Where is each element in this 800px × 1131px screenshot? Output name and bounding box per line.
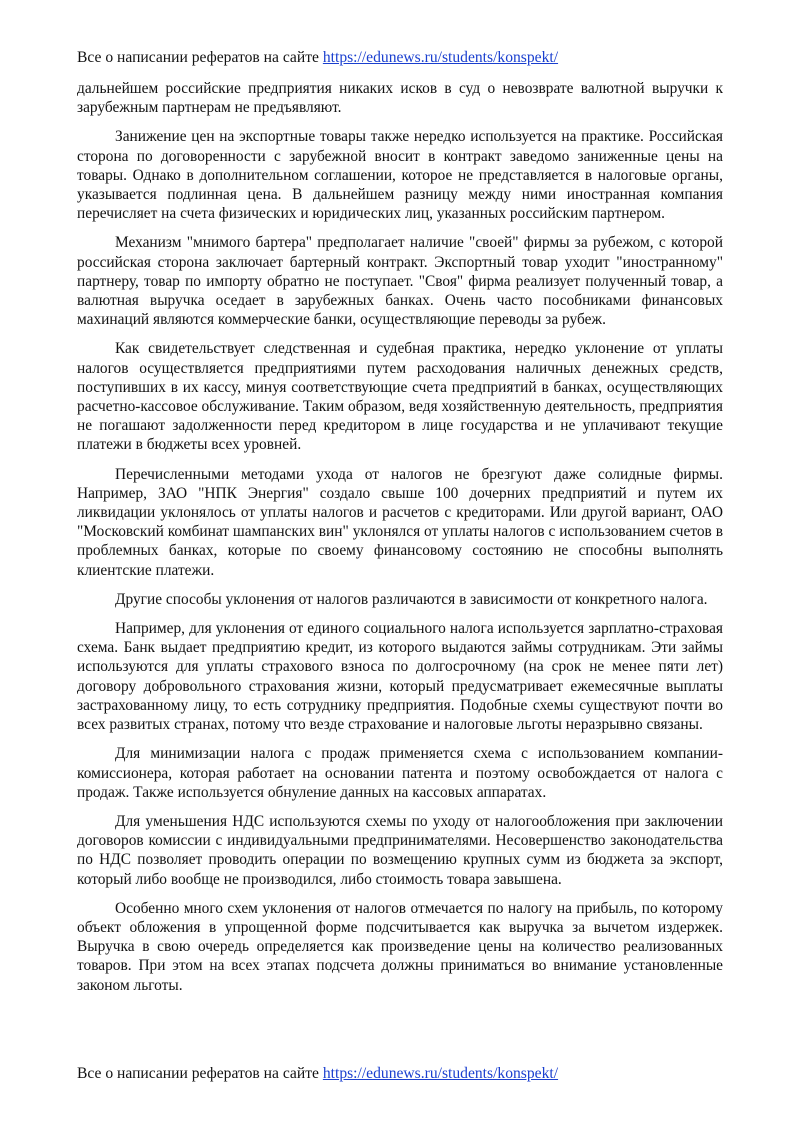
document-body (77, 79, 723, 1005)
header-text: Все о написании рефератов на сайте (77, 49, 319, 66)
paragraph: Другие способы уклонения от налогов различаются в зависимости от конкретного налога. (115, 590, 708, 608)
paragraph: Перечисленными методами ухода от налогов не брезгуют даже солидные фирмы. Например, ЗАО "НПК Энергия" создало свыше 100 дочерних предприятий и путем их ликвидации уклонялось от уплаты налогов и расчетов с кредиторами. Или другой вариант, ОАО "Московский комбинат шампанских вин" уклонялся от уплаты налогов с использованием счетов в проблемных банках, которые по своему финансовому состоянию не способны выполнять клиентские платежи. (77, 465, 723, 579)
page-footer (77, 1064, 558, 1083)
paragraph: Особенно много схем уклонения от налогов отмечается по налогу на прибыль, по которому объект обложения в упрощенной форме подсчитывается как выручка за вычетом издержек. Выручка в свою очередь определяется как произведение цены на количество реализованных товаров. При этом на всех этапах подсчета должны приниматься во внимание установленные законом льготы. (77, 899, 723, 994)
paragraph: Занижение цен на экспортные товары также нередко используется на практике. Российская сторона по договоренности с зарубежной вносит в контракт заведомо заниженные цены на товары. Однако в дополнительном соглашении, которое не представляется в налоговые органы, указывается подлинная цена. В дальнейшем разницу между ними иностранная компания перечисляет на счета физических и юридических лиц, указанных российским партнером. (77, 128, 723, 223)
paragraph: Для уменьшения НДС используются схемы по уходу от налогообложения при заключении договоров комиссии с индивидуальными предпринимателями. Несовершенство законодательства по НДС позволяет проводить операции по возмещению крупных сумм из бюджета за экспорт, который либо вообще не производился, либо стоимость товара завышена. (77, 812, 723, 888)
paragraph: Для минимизации налога с продаж применяется схема с использованием компании-комиссионера, которая работает на основании патента и поэтому освобождается от налога с продаж. Также используется обнуление данных на кассовых аппаратах. (77, 745, 723, 801)
paragraph: Как свидетельствует следственная и судебная практика, нередко уклонение от уплаты налогов осуществляется предприятиями путем расходования наличных денежных средств, поступивших в их кассу, минуя соответствующие счета предприятий в банках, осуществляющих расчетно-кассовое обслуживание. Таким образом, ведя хозяйственную деятельность, предприятия не погашают задолженности перед кредитором в лице государства и не уплачивают текущие платежи в бюджеты всех уровней. (77, 340, 723, 454)
footer-link[interactable]: https://edunews.ru/students/konspekt/ (322, 1065, 559, 1082)
paragraph: Например, для уклонения от единого социального налога используется зарплатно-страховая схема. Банк выдает предприятию кредит, из которого выдаются займы сотрудникам. Эти займы используются для уплаты страхового взноса по долгосрочному (на срок не менее пяти лет) договору добровольного страхования жизни, который предусматривает ежемесячные выплаты застрахованному лицу, то есть сотруднику предприятия. Подобные схемы существуют почти во всех развитых странах, потому что везде страхование и налоговые льготы неразрывно связаны. (77, 620, 723, 734)
page-header (77, 48, 558, 67)
paragraph: Механизм "мнимого бартера" предполагает наличие "своей" фирмы за рубежом, с которой российская сторона заключает бартерный контракт. Экспортный товар уходит "иностранному" партнеру, товар по импорту обратно не поступает. "Своя" фирма реализует полученный товар, а валютная выручка оседает в зарубежных банках. Очень часто пособниками финансовых махинаций являются коммерческие банки, осуществляющие переводы за рубеж. (77, 234, 723, 329)
footer-text: Все о написании рефератов на сайте (77, 1065, 319, 1082)
header-link[interactable]: https://edunews.ru/students/konspekt/ (322, 49, 559, 66)
paragraph: дальнейшем российские предприятия никаких исков в суд о невозврате валютной выручки к зарубежным партнерам не предъявляют. (77, 80, 723, 117)
